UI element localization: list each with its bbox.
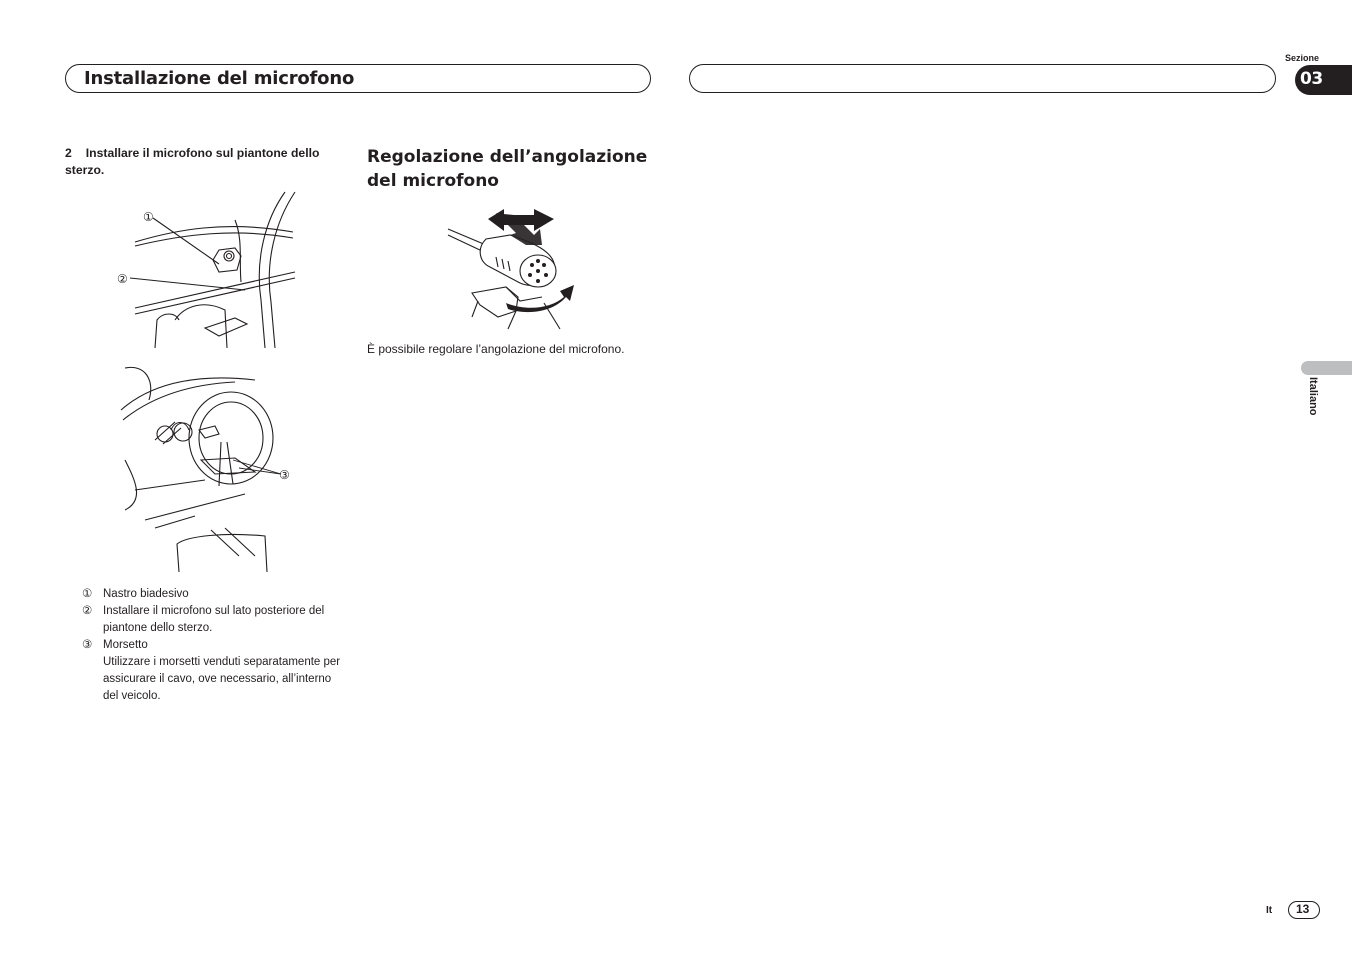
dashboard-illustration	[115, 360, 297, 572]
callout-2: ②	[117, 272, 128, 286]
legend-detail: Utilizzare i morsetti venduti separatamente per assicurare il cavo, ove necessario, all’interno del veicolo.	[103, 656, 341, 702]
section-number: 03	[1300, 69, 1323, 89]
legend-item	[82, 603, 344, 637]
sezione-label: Sezione	[1285, 53, 1320, 63]
page-number: 13	[1296, 902, 1310, 916]
legend-number: ①	[82, 588, 93, 600]
legend-item	[82, 586, 344, 603]
callout-3: ③	[279, 468, 290, 482]
step-heading	[65, 145, 347, 179]
microphone-angle-illustration	[446, 205, 574, 331]
subsection-heading: Regolazione dell’angolazione del microfono	[367, 147, 648, 191]
legend-text: Nastro biadesivo	[103, 588, 189, 600]
figure-legend	[82, 586, 344, 705]
section-header	[65, 64, 651, 93]
language-label: Italiano	[1307, 377, 1319, 416]
legend-item	[82, 637, 344, 705]
header-bar-right	[689, 64, 1276, 93]
language-tab	[1301, 361, 1352, 375]
figure-caption: È possibile regolare l’angolazione del microfono.	[367, 342, 625, 356]
legend-number: ②	[82, 605, 93, 617]
callout-1: ①	[143, 210, 154, 224]
legend-text: Installare il microfono sul lato posteriore del piantone dello sterzo.	[103, 605, 325, 634]
footer-language-code: It	[1266, 905, 1273, 916]
steering-column-illustration	[115, 190, 297, 348]
step-number: 2	[65, 146, 72, 160]
section-title: Installazione del microfono	[84, 68, 355, 89]
step-text: Installare il microfono sul piantone dello sterzo.	[65, 146, 320, 177]
legend-number: ③	[82, 639, 93, 651]
legend-text: Morsetto	[103, 639, 148, 651]
